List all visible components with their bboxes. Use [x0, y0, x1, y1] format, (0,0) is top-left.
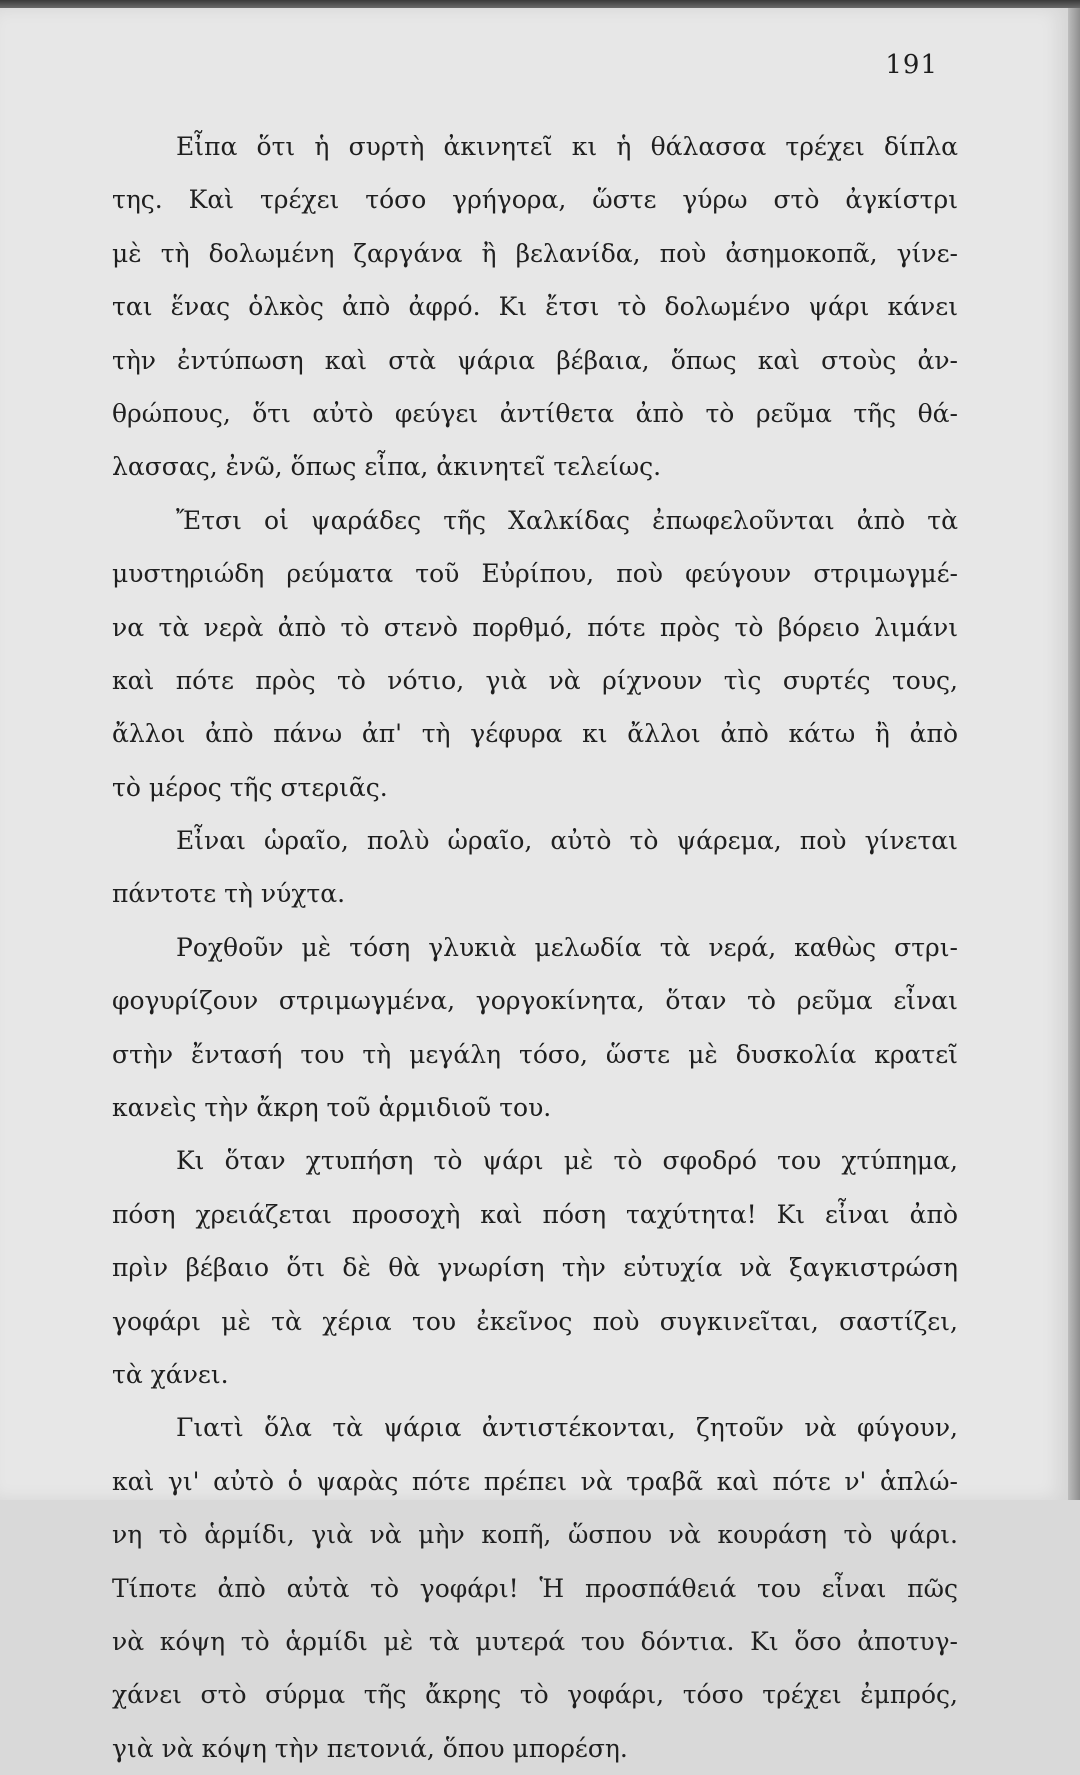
- text-line: Εἶναι ὡραῖο, πολὺ ὡραῖο, αὐτὸ τὸ ψάρεμα, ποὺ γίνεται: [176, 826, 958, 856]
- text-line: Τίποτε ἀπὸ αὐτὰ τὸ γοφάρι! Ἡ προσπάθειά του εἶναι πῶς: [112, 1573, 958, 1603]
- text-line: τὴν ἐντύπωση καὶ στὰ ψάρια βέβαια, ὅπως καὶ στοὺς ἀν-: [112, 345, 958, 375]
- text-line: τὸ μέρος τῆς στεριᾶς.: [112, 772, 388, 802]
- text-line: πόση χρειάζεται προσοχὴ καὶ πόση ταχύτητα! Κι εἶναι ἀπὸ: [112, 1199, 958, 1229]
- page-right-edge: [1068, 8, 1080, 1500]
- book-page: [0, 8, 1068, 1763]
- text-line: χάνει στὸ σύρμα τῆς ἄκρης τὸ γοφάρι, τόσο τρέχει ἐμπρός,: [112, 1680, 958, 1710]
- text-line: τὰ χάνει.: [112, 1359, 229, 1389]
- page-number: 191: [885, 50, 938, 80]
- text-line: πρὶν βέβαιο ὅτι δὲ θὰ γνωρίση τὴν εὐτυχία νὰ ξαγκιστρώση: [112, 1253, 958, 1283]
- text-line: γιὰ νὰ κόψη τὴν πετονιά, ὅπου μπορέση.: [112, 1733, 628, 1763]
- text-line: της. Καὶ τρέχει τόσο γρήγορα, ὥστε γύρω στὸ ἀγκίστρι: [112, 185, 958, 215]
- text-line: λασσας, ἐνῶ, ὅπως εἶπα, ἀκινητεῖ τελείως.: [112, 452, 662, 482]
- text-line: γοφάρι μὲ τὰ χέρια του ἐκεῖνος ποὺ συγκινεῖται, σαστίζει,: [112, 1306, 958, 1336]
- text-line: Γιατὶ ὅλα τὰ ψάρια ἀντιστέκονται, ζητοῦν νὰ φύγουν,: [176, 1413, 958, 1443]
- text-line: να τὰ νερὰ ἀπὸ τὸ στενὸ πορθμό, πότε πρὸς τὸ βόρειο λιμάνι: [112, 612, 958, 642]
- text-line: Εἶπα ὅτι ἡ συρτὴ ἀκινητεῖ κι ἡ θάλασσα τρέχει δίπλα: [176, 132, 958, 161]
- text-line: μὲ τὴ δολωμένη ζαργάνα ἢ βελανίδα, ποὺ ἀσημοκοπᾶ, γίνε-: [112, 238, 958, 268]
- text-line: νὰ κόψη τὸ ἁρμίδι μὲ τὰ μυτερά του δόντια. Κι ὅσο ἀποτυγ-: [112, 1626, 958, 1656]
- body-text: [112, 120, 958, 1775]
- text-line: νη τὸ ἁρμίδι, γιὰ νὰ μὴν κοπῆ, ὥσπου νὰ κουράση τὸ ψάρι.: [112, 1520, 958, 1550]
- text-line: στὴν ἔντασή του τὴ μεγάλη τόσο, ὥστε μὲ δυσκολία κρατεῖ: [112, 1039, 958, 1069]
- text-line: θρώπους, ὅτι αὐτὸ φεύγει ἀντίθετα ἀπὸ τὸ ρεῦμα τῆς θά-: [112, 398, 958, 428]
- text-line: καὶ γι' αὐτὸ ὁ ψαρὰς πότε πρέπει νὰ τραβᾶ καὶ πότε ν' ἁπλώ-: [112, 1466, 958, 1496]
- text-line: ται ἕνας ὁλκὸς ἀπὸ ἀφρό. Κι ἔτσι τὸ δολωμένο ψάρι κάνει: [112, 292, 958, 322]
- text-line: ἄλλοι ἀπὸ πάνω ἀπ' τὴ γέφυρα κι ἄλλοι ἀπὸ κάτω ἢ ἀπὸ: [112, 719, 958, 749]
- text-line: πάντοτε τὴ νύχτα.: [112, 879, 346, 909]
- text-line: καὶ πότε πρὸς τὸ νότιο, γιὰ νὰ ρίχνουν τὶς συρτές τους,: [112, 665, 958, 695]
- text-line: Ροχθοῦν μὲ τόση γλυκιὰ μελωδία τὰ νερά, καθὼς στρι-: [176, 932, 958, 962]
- text-line: Κι ὅταν χτυπήση τὸ ψάρι μὲ τὸ σφοδρό του χτύπημα,: [176, 1146, 958, 1176]
- text-line: φογυρίζουν στριμωγμένα, γοργοκίνητα, ὅταν τὸ ρεῦμα εἶναι: [112, 986, 958, 1016]
- page-top-edge: [0, 0, 1080, 8]
- text-line: μυστηριώδη ρεύματα τοῦ Εὐρίπου, ποὺ φεύγουν στριμωγμέ-: [112, 559, 958, 589]
- text-line: Ἔτσι οἱ ψαράδες τῆς Χαλκίδας ἐπωφελοῦνται ἀπὸ τὰ: [176, 505, 958, 535]
- text-line: κανεὶς τὴν ἄκρη τοῦ ἁρμιδιοῦ του.: [112, 1093, 552, 1123]
